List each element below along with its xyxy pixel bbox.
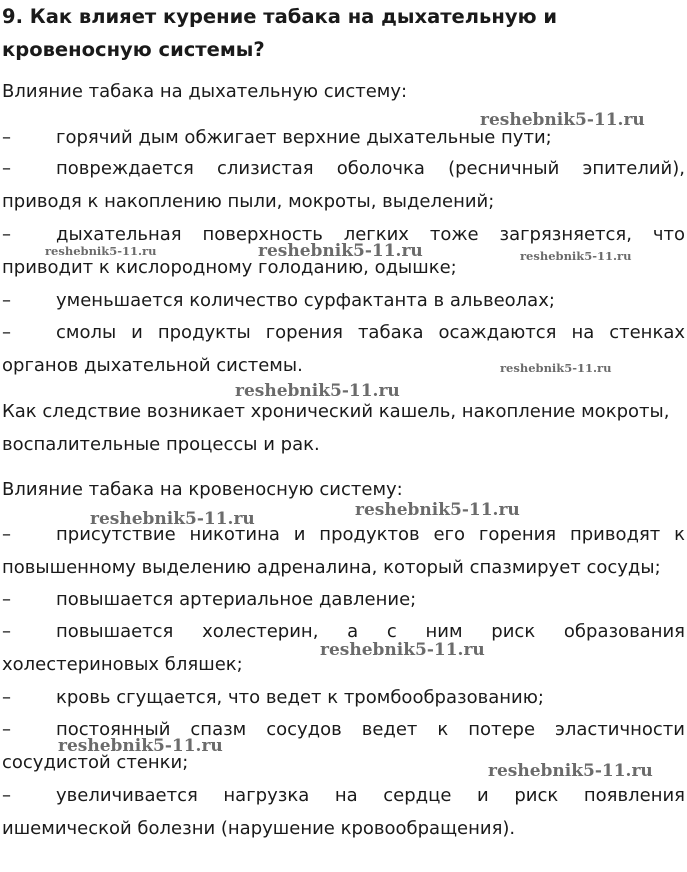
bullet-dash: – xyxy=(2,687,11,708)
bullet-dash: – xyxy=(2,719,11,740)
bullet-dash: – xyxy=(2,785,11,806)
list-item-text: уменьшается количество сурфактанта в альвеолах; xyxy=(56,290,555,311)
list-item xyxy=(2,681,685,714)
bullet-dash: – xyxy=(2,621,11,642)
watermark: reshebnik5-11.ru xyxy=(480,110,645,130)
bullet-dash: – xyxy=(2,158,11,179)
list-item-text: повышается артериальное давление; xyxy=(56,589,417,610)
list-item xyxy=(2,152,685,218)
bullet-dash: – xyxy=(2,224,11,245)
bullet-dash: – xyxy=(2,322,11,343)
list-item-text: смолы и продукты горения табака осаждаются на стенках органов дыхательной системы. xyxy=(2,322,685,376)
watermark: reshebnik5-11.ru xyxy=(320,640,485,660)
list-item-text: дыхательная поверхность легких тоже загрязняется, что приводит к кислородному голоданию, одышке; xyxy=(2,224,685,278)
watermark: reshebnik5-11.ru xyxy=(235,381,400,401)
watermark: reshebnik5-11.ru xyxy=(90,509,255,529)
list-item-text: горячий дым обжигает верхние дыхательные пути; xyxy=(56,127,552,148)
respiratory-intro: Влияние табака на дыхательную систему: xyxy=(2,81,408,102)
bullet-dash: – xyxy=(2,290,11,311)
bullet-dash: – xyxy=(2,127,11,148)
watermark: reshebnik5-11.ru xyxy=(520,249,632,263)
list-item-text: постоянный спазм сосудов ведет к потере эластичности сосудистой стенки; xyxy=(2,719,685,773)
question-heading: 9. Как влияет курение табака на дыхательную и кровеносную системы? xyxy=(2,5,557,61)
list-item-text: увеличивается нагрузка на сердце и риск появления ишемической болезни (нарушение кровообращения). xyxy=(2,785,685,839)
list-item-text: повышается холестерин, а с ним риск образования холестериновых бляшек; xyxy=(2,621,685,675)
watermark: reshebnik5-11.ru xyxy=(258,241,423,261)
list-item xyxy=(2,583,685,616)
watermark: reshebnik5-11.ru xyxy=(488,761,653,781)
list-item xyxy=(2,284,685,317)
list-item-text: присутствие никотина и продуктов его горения приводят к повышенному выделению адреналина, который спазмирует сосуды; xyxy=(2,524,685,578)
list-item xyxy=(2,779,685,845)
watermark: reshebnik5-11.ru xyxy=(58,736,223,756)
watermark: reshebnik5-11.ru xyxy=(500,361,612,375)
list-item-text: кровь сгущается, что ведет к тромбообразованию; xyxy=(56,687,544,708)
watermark: reshebnik5-11.ru xyxy=(45,244,157,258)
watermark: reshebnik5-11.ru xyxy=(355,500,520,520)
bullet-dash: – xyxy=(2,589,11,610)
circulatory-intro: Влияние табака на кровеносную систему: xyxy=(2,479,403,500)
bullet-dash: – xyxy=(2,524,11,545)
respiratory-conclusion: Как следствие возникает хронический кашель, накопление мокроты, воспалительные процессы и рак. xyxy=(2,401,670,455)
list-item-text: повреждается слизистая оболочка (ресничный эпителий), приводя к накоплению пыли, мокроты, выделений; xyxy=(2,158,685,212)
